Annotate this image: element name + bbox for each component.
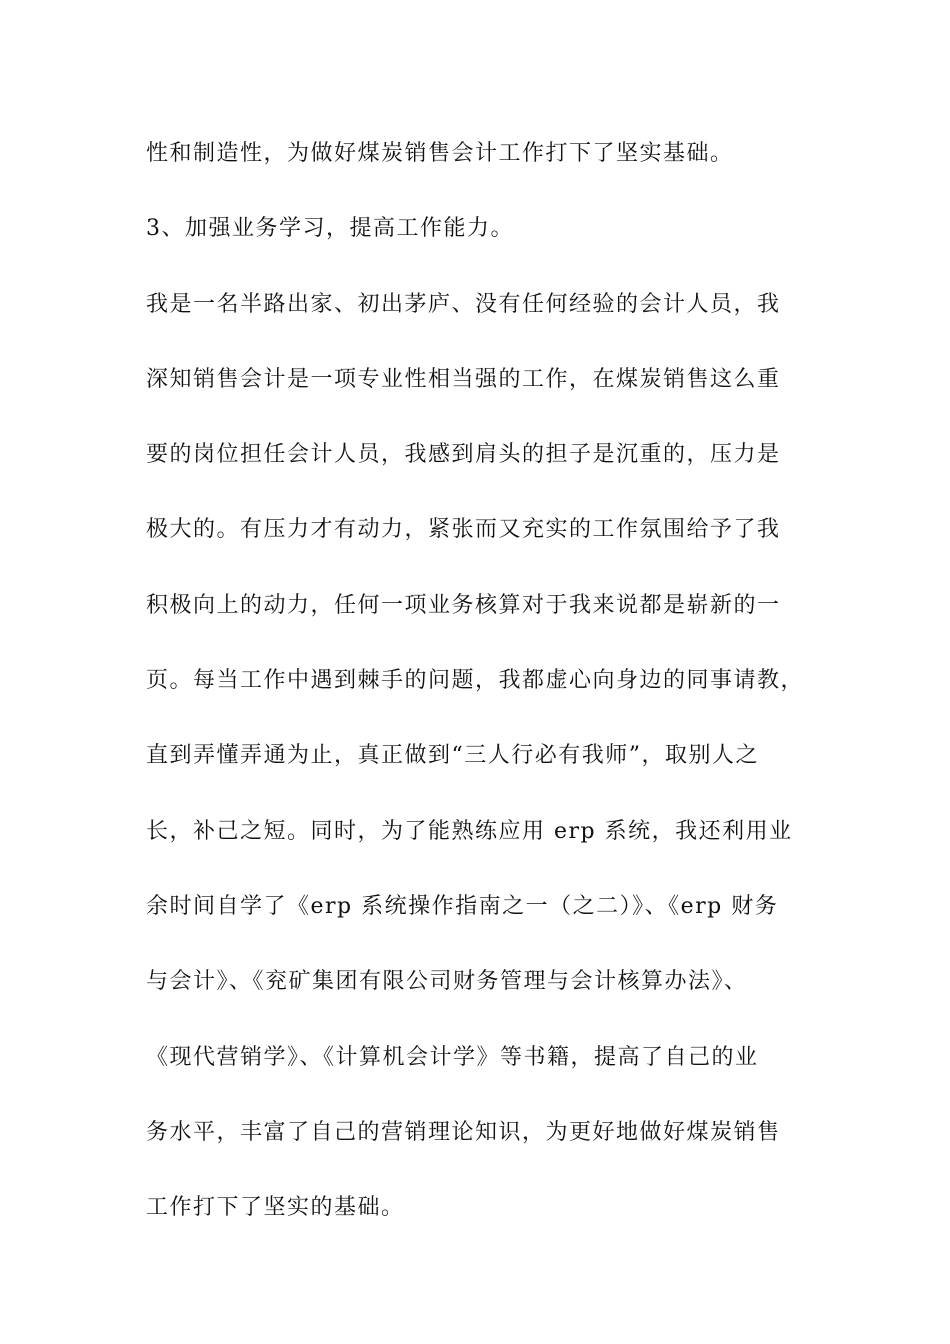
body-text bbox=[146, 132, 826, 1261]
text-line: 长，补己之短。同时，为了能熟练应用 erp 系统，我还利用业 bbox=[146, 818, 793, 844]
text-line: 极大的。有压力才有动力，紧张而又充实的工作氛围给予了我 bbox=[146, 517, 781, 543]
text-line: 《现代营销学》、《计算机会计学》等书籍，提高了自己的业 bbox=[146, 1044, 759, 1070]
text-line: 与会计》、《兖矿集团有限公司财务管理与会计核算办法》、 bbox=[146, 969, 748, 995]
text-line: 深知销售会计是一项专业性相当强的工作，在煤炭销售这么重 bbox=[146, 366, 781, 392]
text-line: 性和制造性，为做好煤炭销售会计工作打下了坚实基础。 bbox=[146, 141, 734, 166]
text-line: 页。每当工作中遇到棘手的问题，我都虚心向身边的同事请教， bbox=[146, 668, 805, 694]
text-line: 务水平，丰富了自己的营销理论知识，为更好地做好煤炭销售 bbox=[146, 1119, 781, 1145]
text-line: 我是一名半路出家、初出茅庐、没有任何经验的会计人员，我 bbox=[146, 291, 781, 317]
text-line: 直到弄懂弄通为止，真正做到“三人行必有我师”，取别人之 bbox=[146, 743, 759, 769]
text-line: 工作打下了坚实的基础。 bbox=[146, 1195, 405, 1221]
text-line: 余时间自学了《erp 系统操作指南之一（之二）》、《erp 财务 bbox=[146, 893, 779, 919]
text-line: 要的岗位担任会计人员，我感到肩头的担子是沉重的，压力是 bbox=[146, 442, 781, 468]
text-line: 积极向上的动力，任何一项业务核算对于我来说都是崭新的一 bbox=[146, 592, 781, 618]
section-heading: 3、加强业务学习，提高工作能力。 bbox=[146, 216, 514, 242]
